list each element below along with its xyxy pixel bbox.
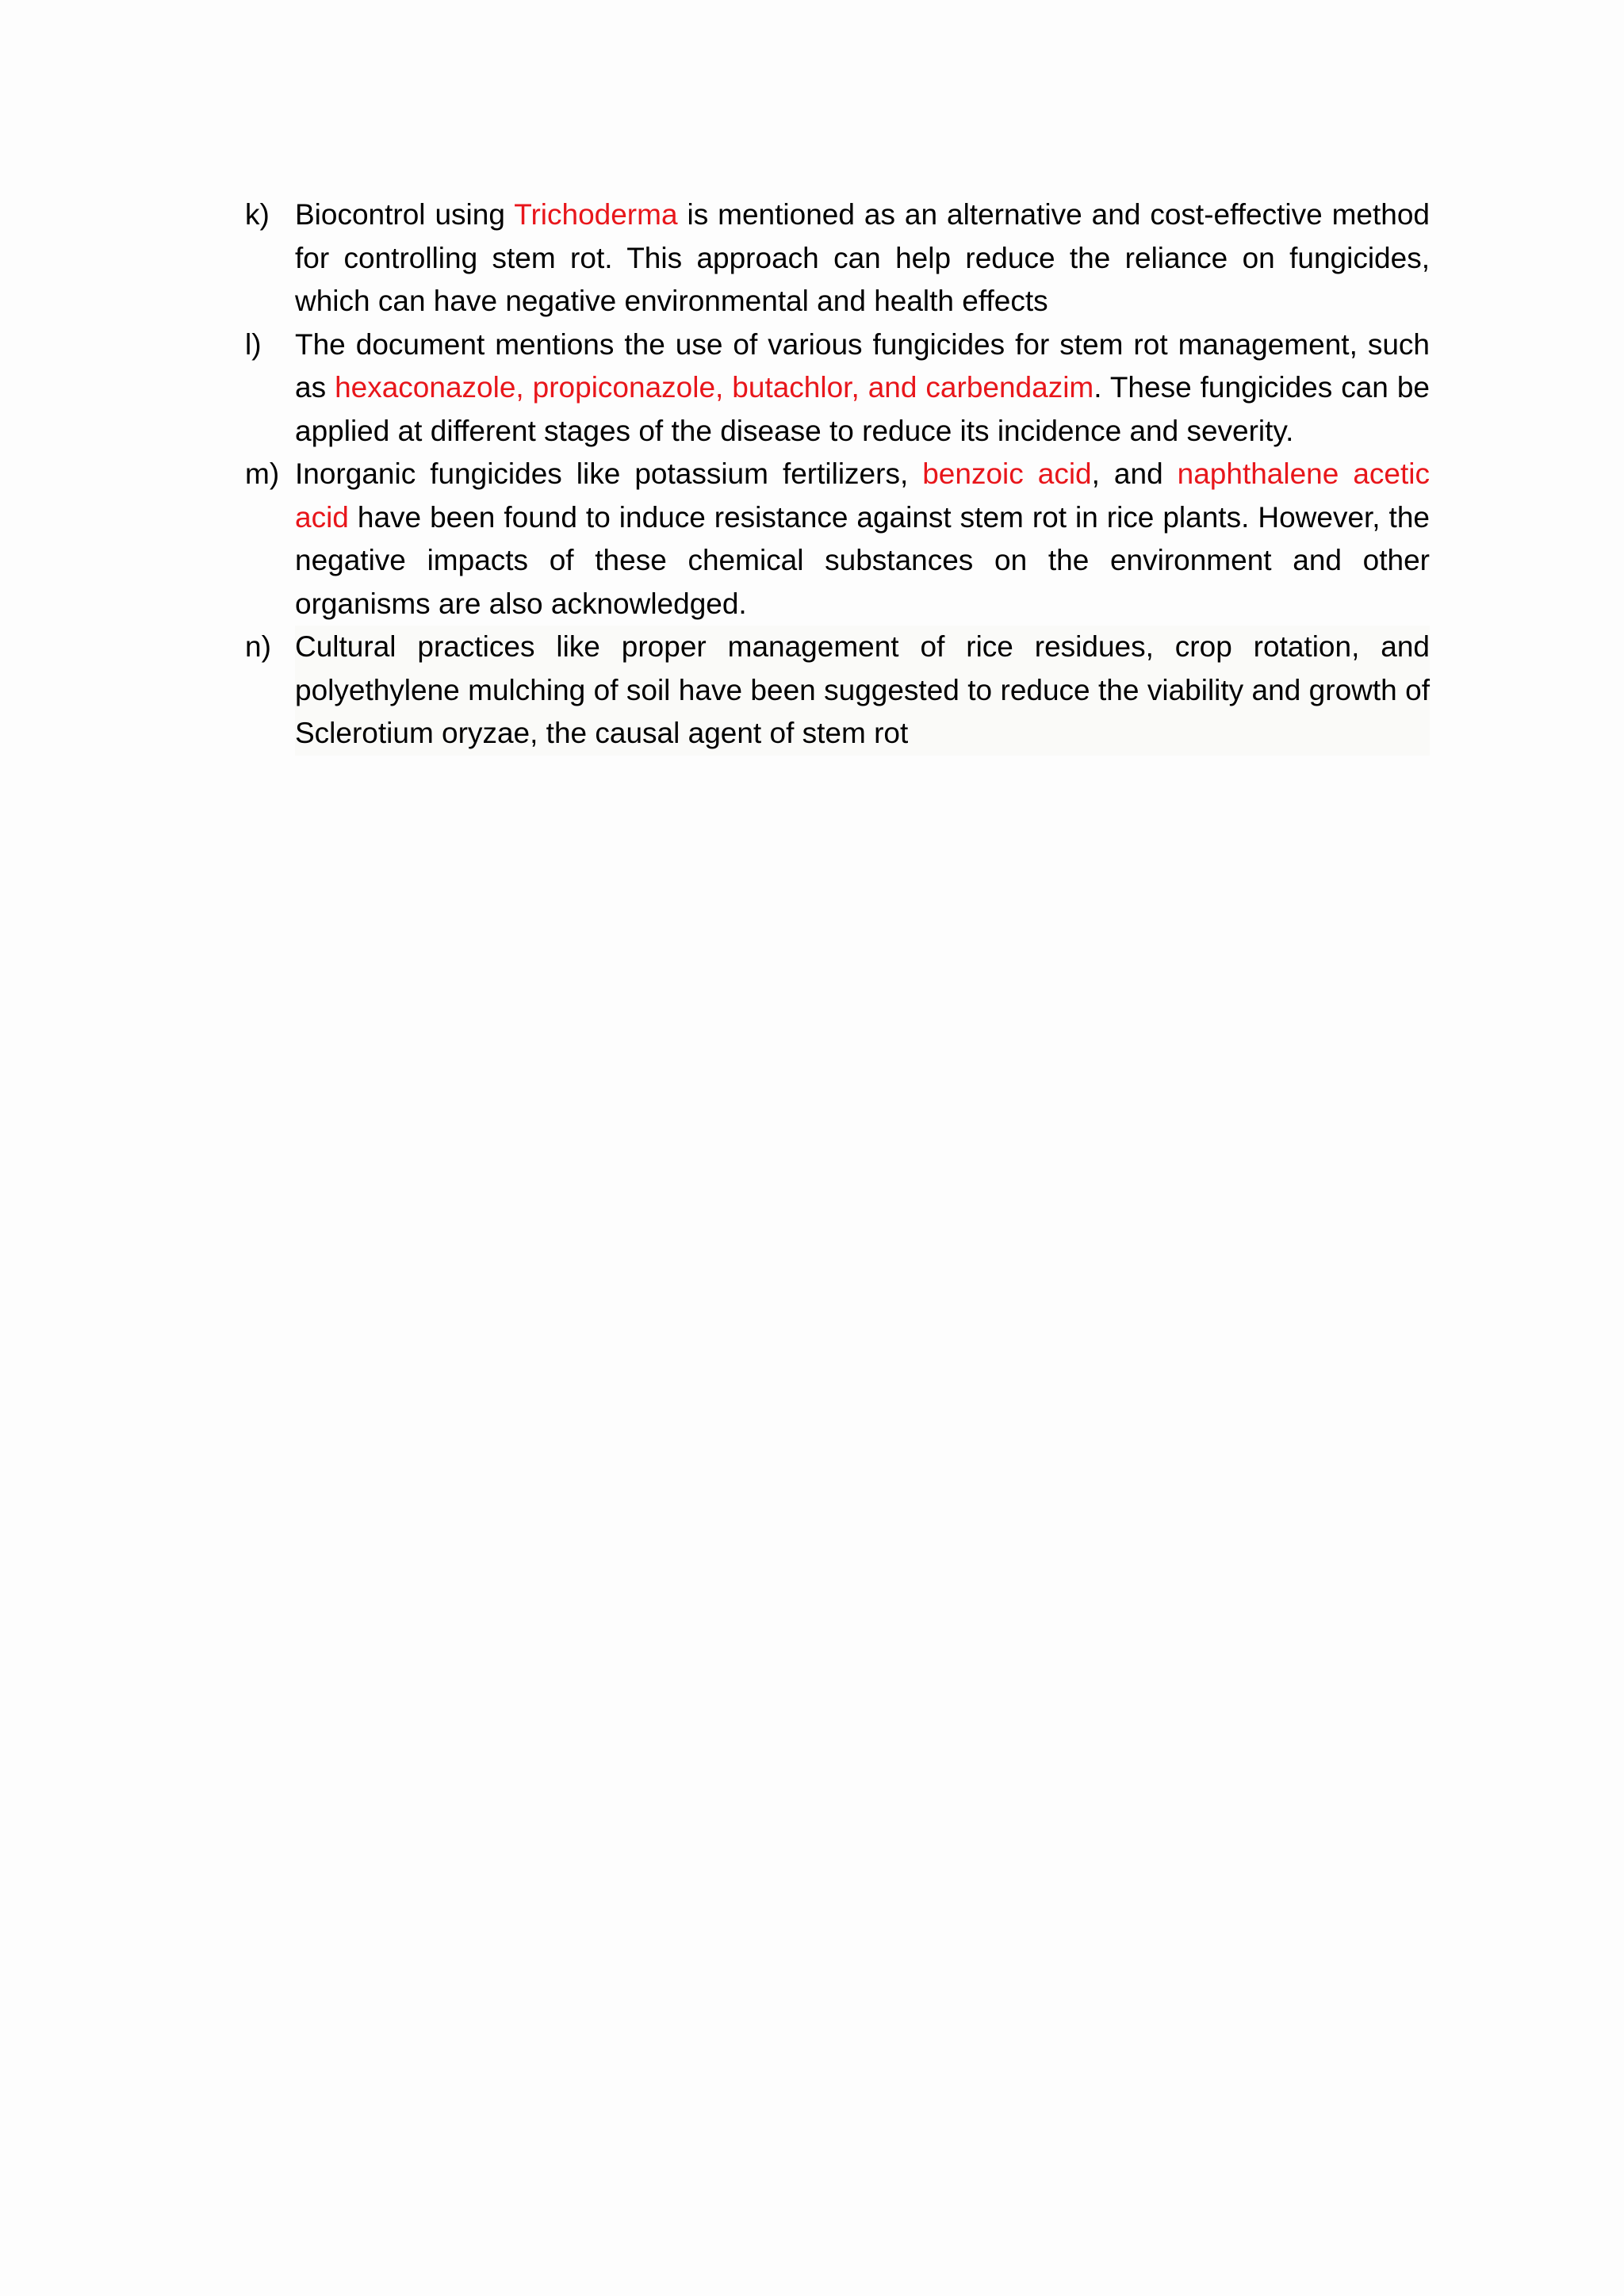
- list-item-text: [295, 626, 1430, 756]
- list-item-text: [295, 453, 1430, 626]
- text-segment: Inorganic fungicides like potassium fertilizers,: [295, 457, 923, 490]
- text-segment: The document mentions the use of various fungicides for stem rot management, such as: [295, 327, 1430, 404]
- list-marker: k): [245, 198, 270, 231]
- text-segment: . These fungicides can be applied at different stages of the disease to reduce its incidence and severity.: [295, 371, 1431, 447]
- text-segment: is mentioned as an alternative and cost-effective method for controlling stem rot. This approach can help reduce the reliance on fungicides, which can have negative environmental and health effects: [295, 198, 1431, 317]
- text-segment: Cultural practices like proper management of rice residues, crop rotation, and polyethylene mulching of soil have been suggested to reduce the viability and growth of Sclerotium oryzae, the causal agent of stem rot: [295, 630, 1430, 749]
- text-segment: , and: [1091, 457, 1178, 490]
- list-item-n: [245, 626, 1430, 756]
- highlighted-term: naphthalene acetic acid: [295, 457, 1430, 534]
- list-item-text: [295, 193, 1430, 323]
- highlighted-term: benzoic acid: [922, 457, 1092, 490]
- list-item-text: [295, 323, 1430, 453]
- text-segment: Biocontrol using: [295, 198, 515, 231]
- list-item-m: [245, 453, 1430, 626]
- text-segment: have been found to induce resistance against stem rot in rice plants. However, the negative impacts of these chemical substances on the environment and other organisms are also acknowledged.: [295, 500, 1430, 620]
- list-marker: l): [245, 327, 262, 361]
- list-item-l: [245, 323, 1430, 453]
- highlighted-term: hexaconazole, propiconazole, butachlor, and carbendazim: [335, 371, 1094, 404]
- highlighted-term: Trichoderma: [514, 198, 678, 231]
- list-marker: m): [245, 457, 280, 490]
- list-item-k: [245, 193, 1430, 323]
- list-marker: n): [245, 630, 271, 663]
- lettered-list: [245, 193, 1430, 756]
